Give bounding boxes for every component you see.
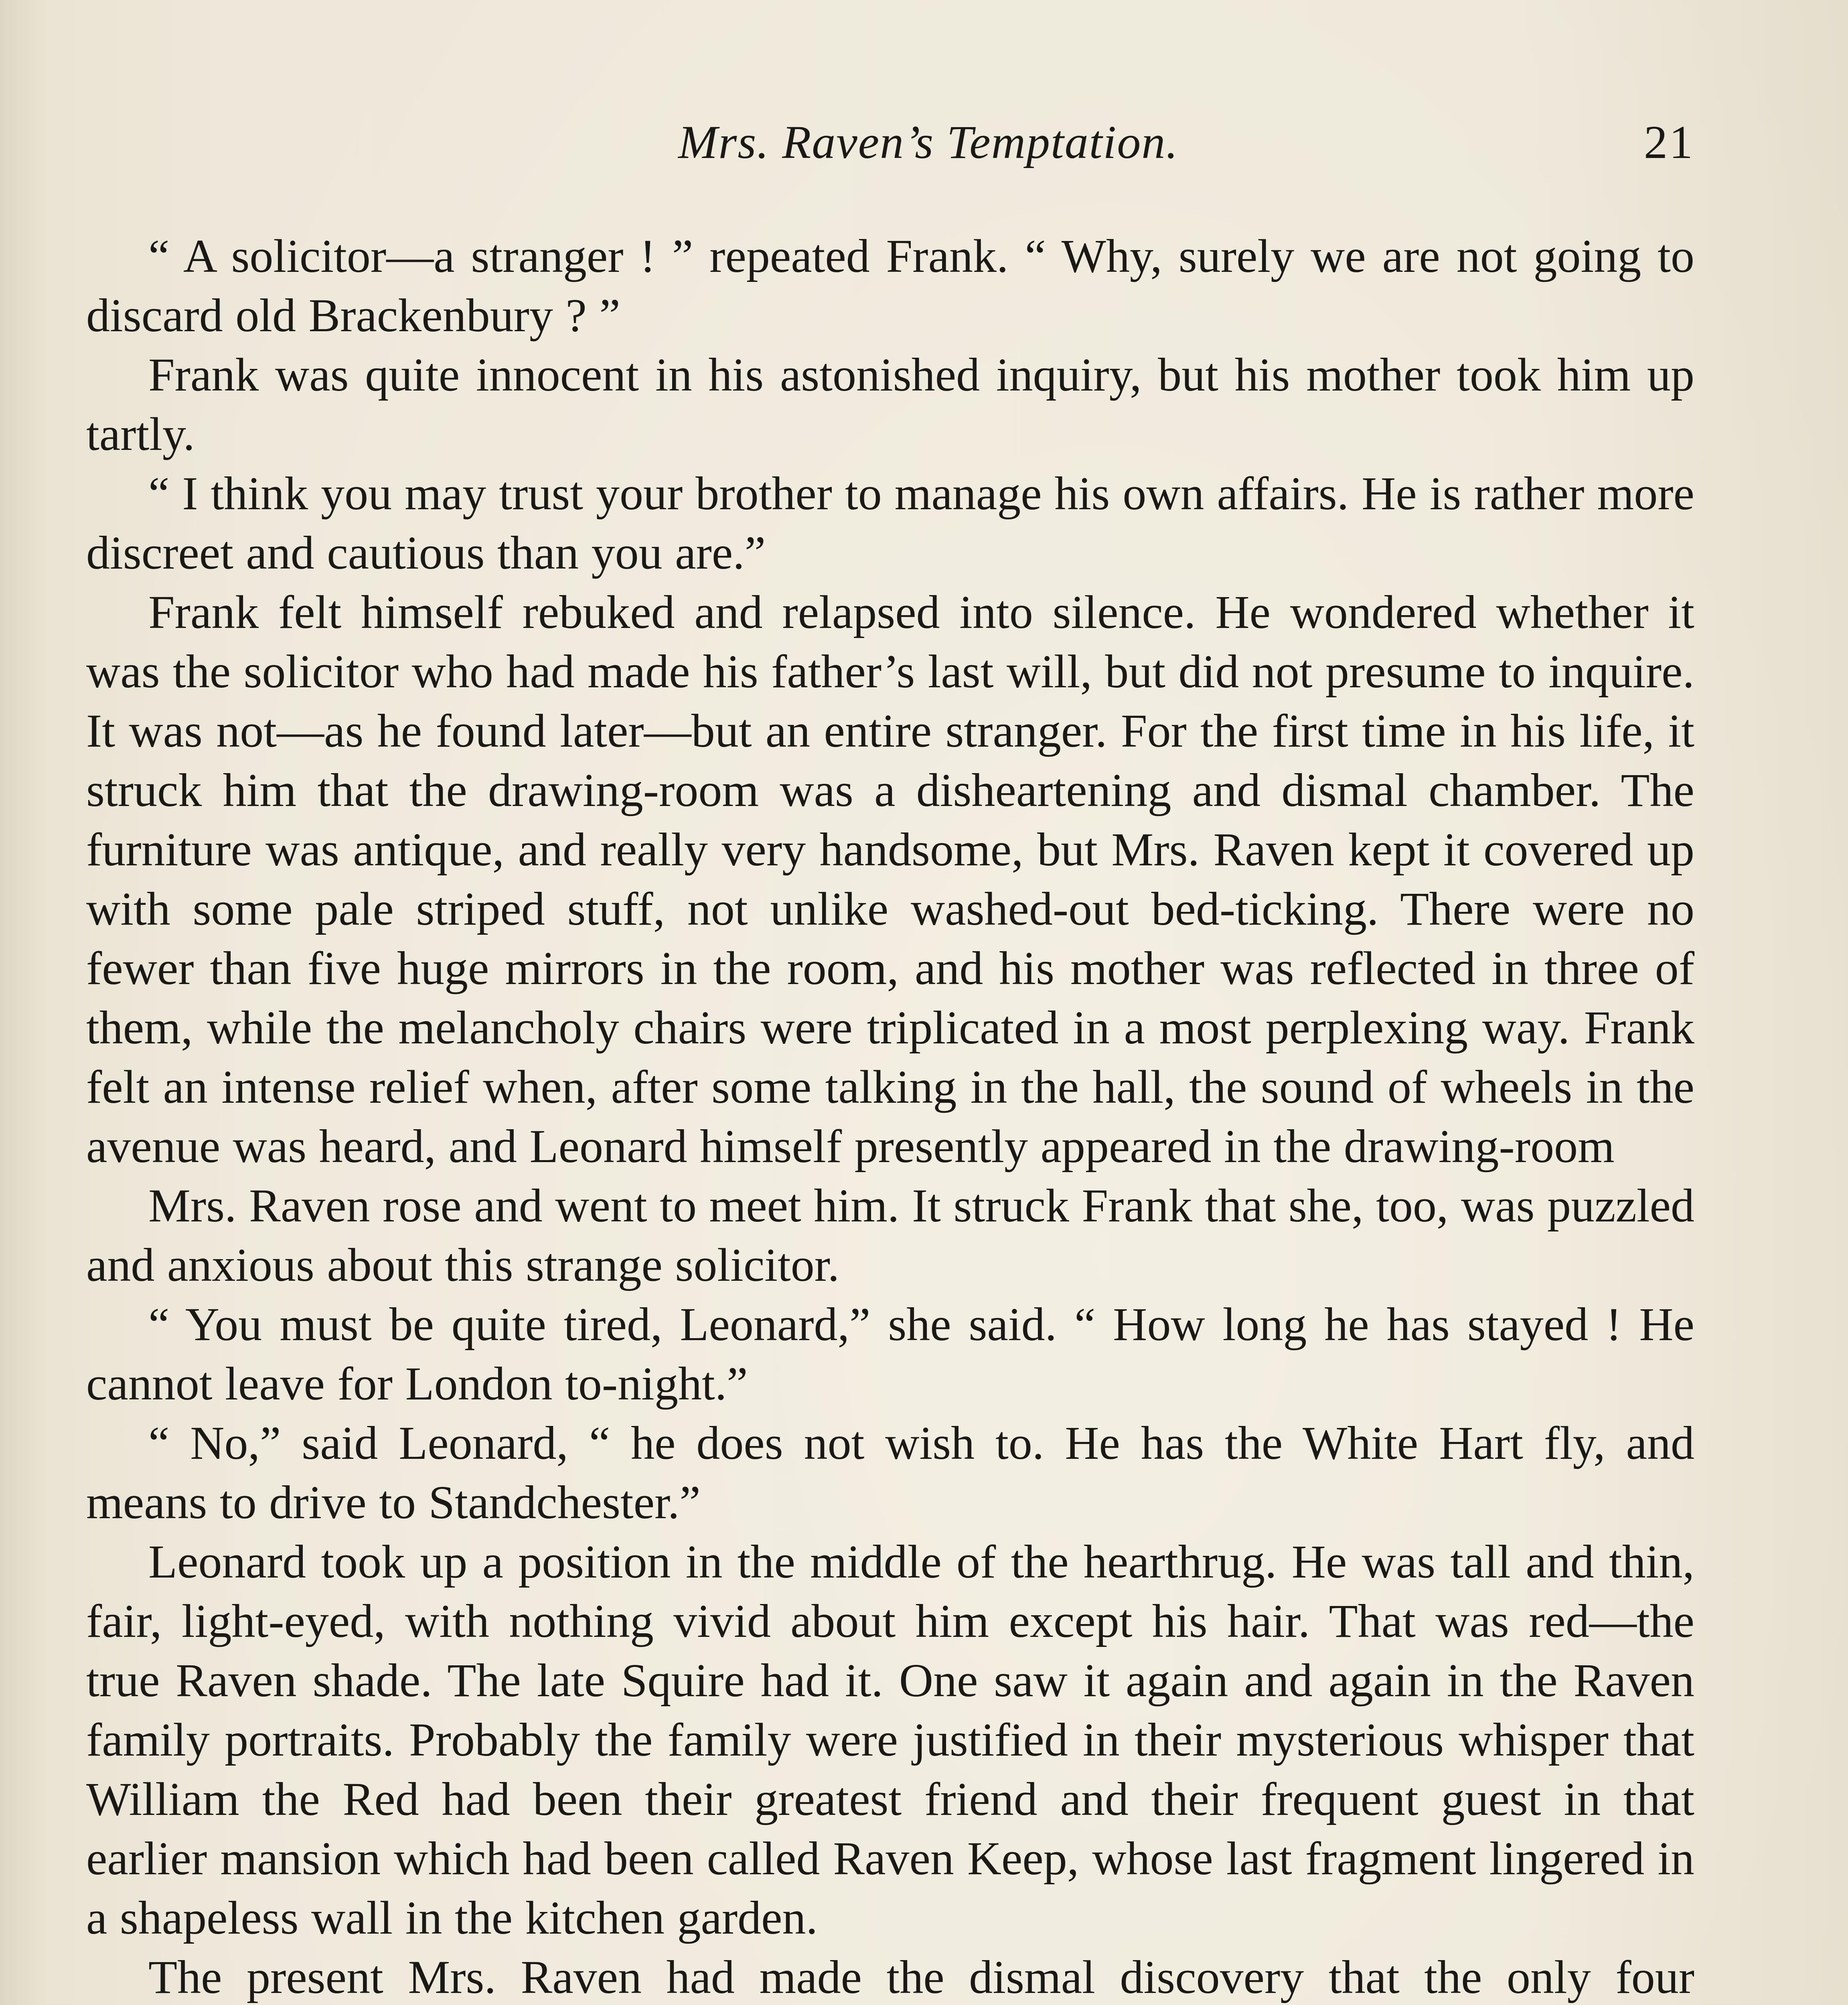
- paragraph: The present Mrs. Raven had made the dismal discovery that the only four: [148, 1951, 1694, 2003]
- paragraph: Mrs. Raven rose and went to meet him. It struck Frank that she, too, was puzzled and anxious about this strange solicitor.: [86, 1179, 1694, 1291]
- running-title: Mrs. Raven’s Temptation.: [678, 116, 1179, 168]
- page-number: 21: [1644, 116, 1694, 168]
- page-header: [86, 106, 1694, 178]
- paragraph: “ I think you may trust your brother to manage his own affairs. He is rather more discreet and cautious than you are.”: [86, 467, 1694, 579]
- paragraph: Frank felt himself rebuked and relapsed into silence. He wondered whether it was the solicitor who had made his father’s last will, but did not presume to inquire. It was not—as he found later—but an entire stranger. For the first time in his life, it struck him that the drawing-room was a disheartening and dismal chamber. The furniture was antique, and really very handsome, but Mrs. Raven kept it covered up with some pale striped stuff, not unlike washed-out bed-ticking. There were no fewer than five huge mirrors in the room, and his mother was reflected in three of them, while the melancholy chairs were triplicated in a most perplexing way. Frank felt an intense relief when, after some talking in the hall, the sound of wheels in the avenue was heard, and Leonard himself presently appeared in the drawing-room: [86, 586, 1694, 1173]
- paragraph: “ No,” said Leonard, “ he does not wish to. He has the White Hart fly, and means to drive to Standchester.”: [86, 1417, 1694, 1529]
- paragraph: “ You must be quite tired, Leonard,” she said. “ How long he has stayed ! He cannot leave for London to-night.”: [86, 1298, 1694, 1410]
- body-text: [86, 227, 1694, 2005]
- paragraph: Frank was quite innocent in his astonished inquiry, but his mother took him up tartly.: [86, 348, 1694, 460]
- paragraph: “ A solicitor—a stranger ! ” repeated Frank. “ Why, surely we are not going to discard old Brackenbury ? ”: [86, 230, 1694, 342]
- paragraph: Leonard took up a position in the middle of the hearthrug. He was tall and thin, fair, light-eyed, with nothing vivid about him except his hair. That was red—the true Raven shade. The late Squire had it. One saw it again and again in the Raven family portraits. Probably the family were justified in their mysterious whisper that William the Red had been their greatest friend and their frequent guest in that earlier mansion which had been called Raven Keep, whose last fragment lingered in a shapeless wall in the kitchen garden.: [86, 1535, 1694, 1944]
